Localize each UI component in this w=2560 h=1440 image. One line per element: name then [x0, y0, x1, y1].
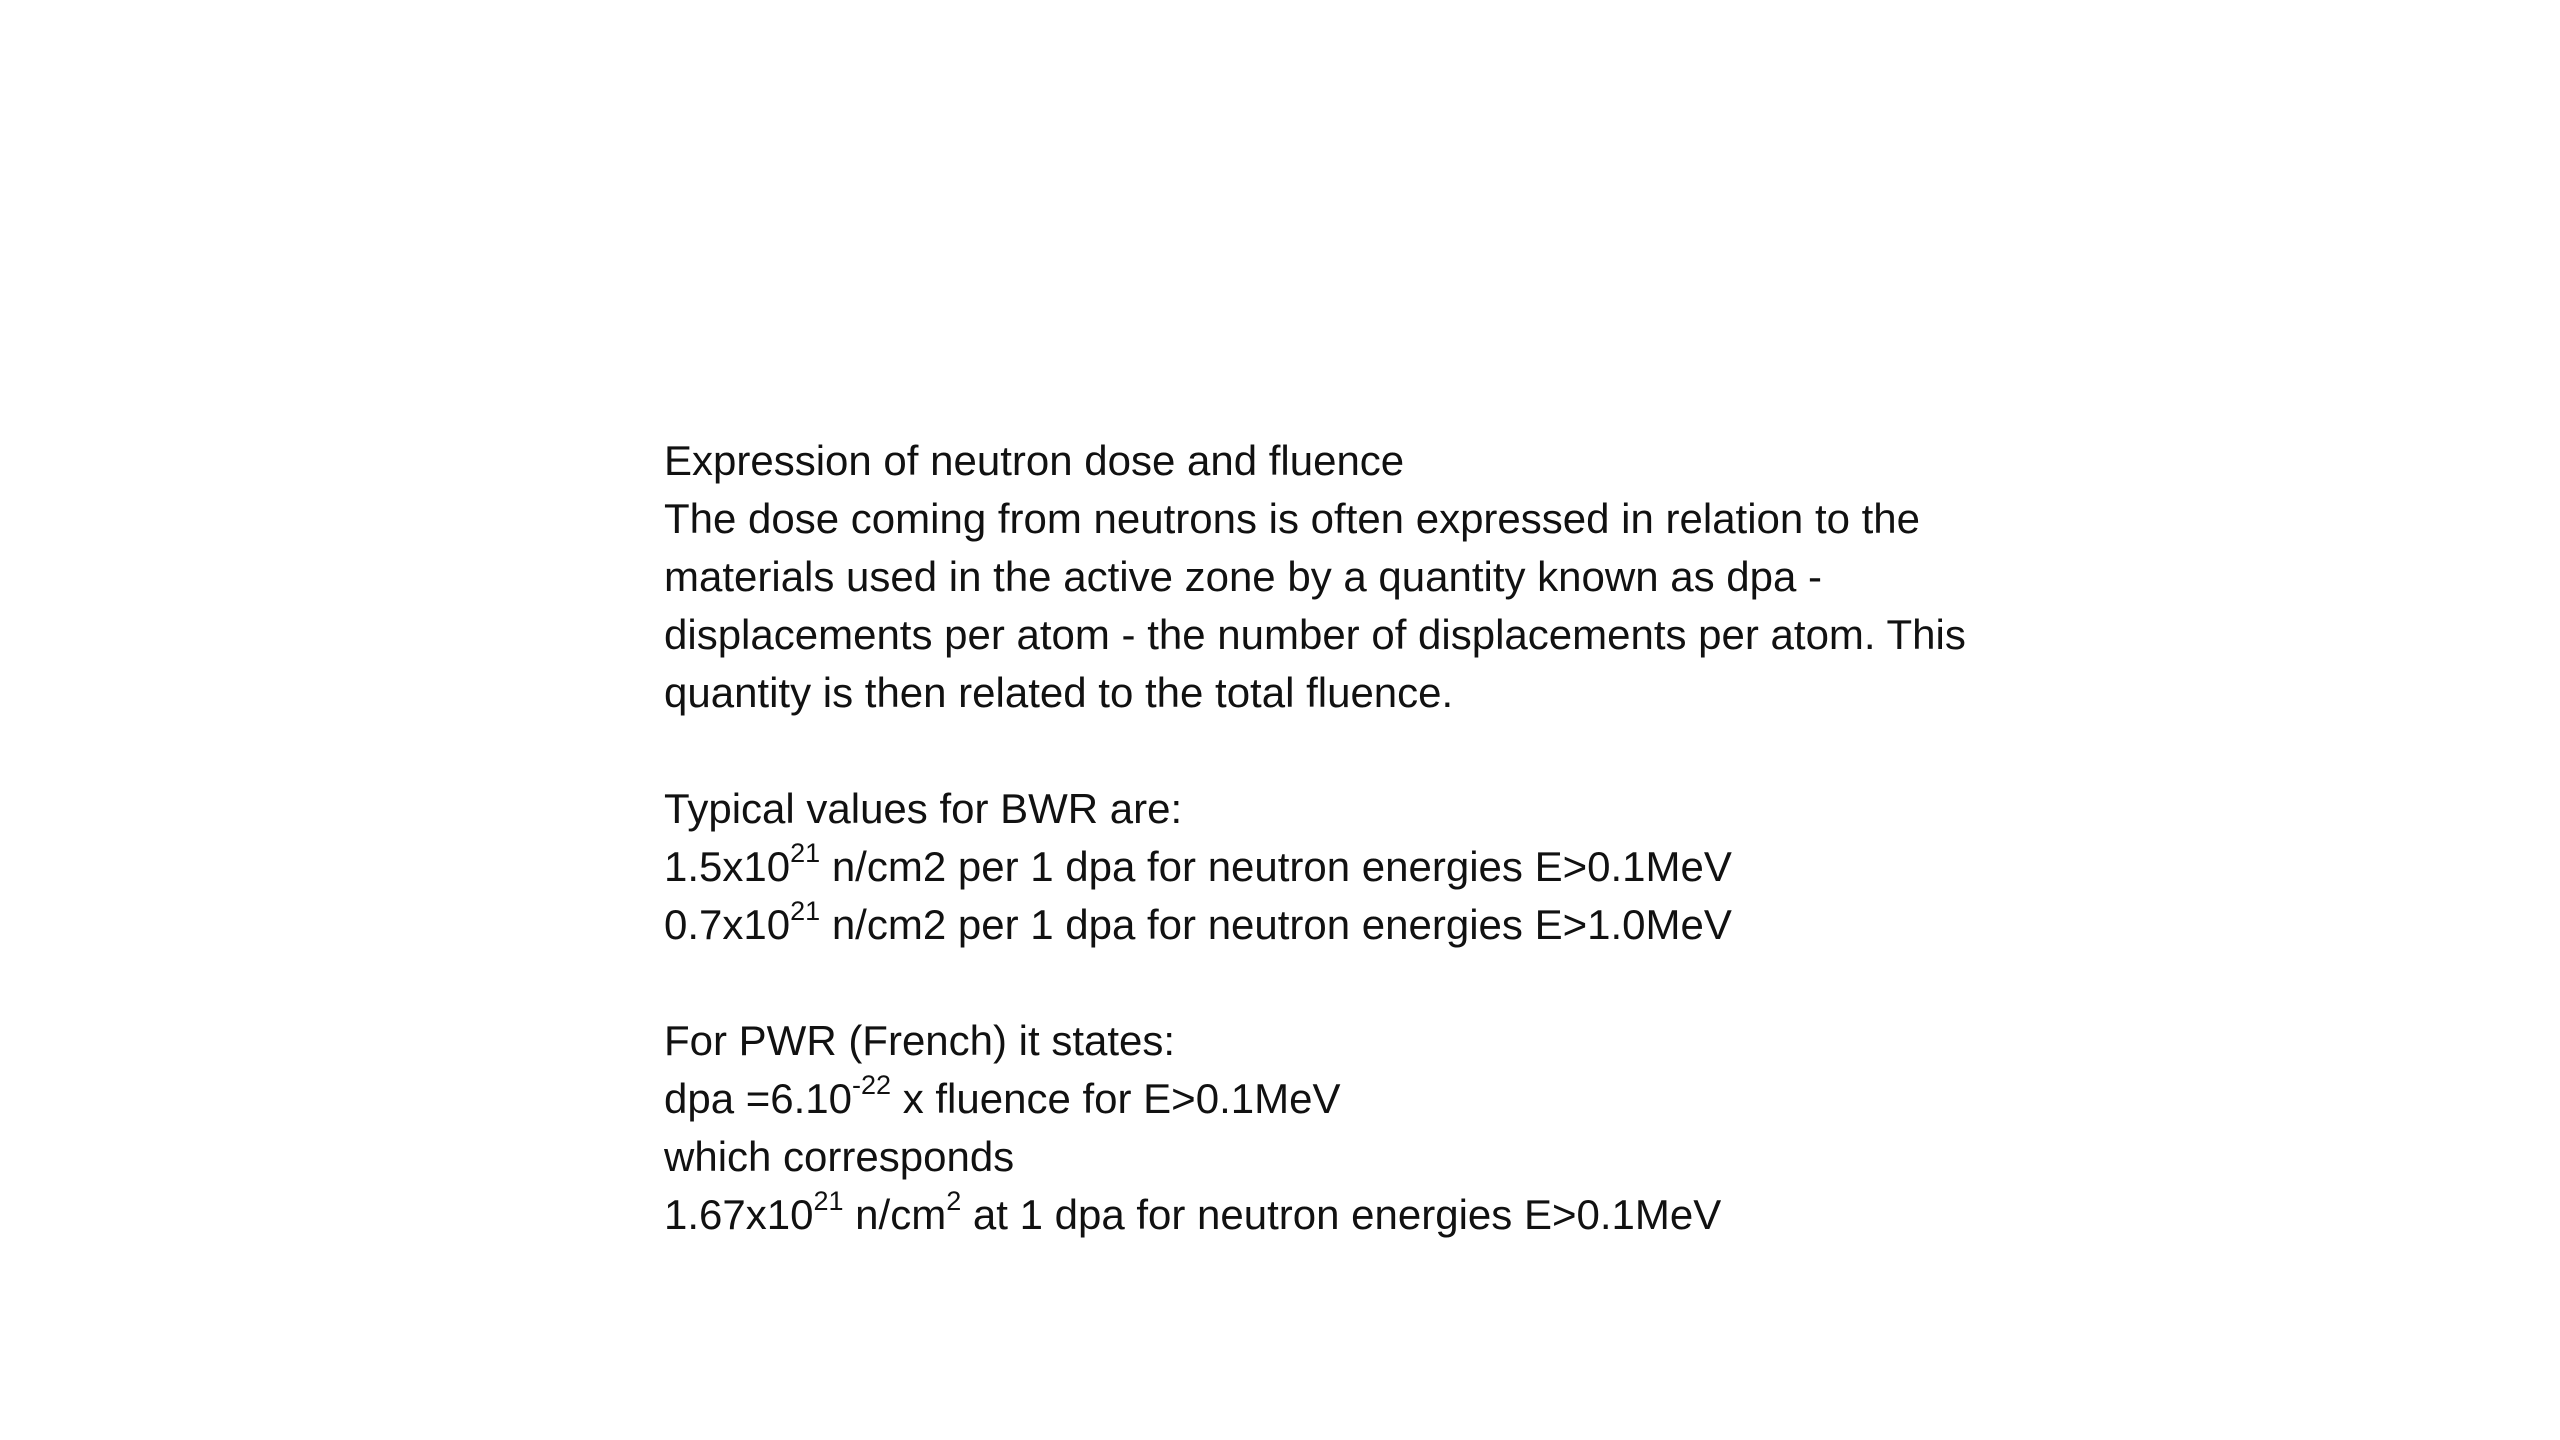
spacer — [664, 722, 2164, 780]
spacer — [664, 954, 2164, 1012]
pwr-formula-prefix: dpa =6.10 — [664, 1075, 853, 1122]
pwr-formula-exponent: -22 — [852, 1070, 892, 1100]
pwr-result-text: at 1 dpa for neutron energies E>0.1MeV — [961, 1191, 1722, 1238]
pwr-corresponds: which corresponds — [664, 1133, 1015, 1180]
paragraph-line-1: The dose coming from neutrons is often expressed in relation to the — [664, 495, 1921, 542]
bwr-row-2-coefficient: 0.7x10 — [664, 901, 791, 948]
slide-text-block — [664, 432, 2164, 1244]
pwr-result-unit-exponent: 2 — [946, 1186, 962, 1216]
pwr-heading: For PWR (French) it states: — [664, 1017, 1176, 1064]
bwr-row-2-text: n/cm2 per 1 dpa for neutron energies E>1.0MeV — [820, 901, 1732, 948]
slide-title: Expression of neutron dose and fluence — [664, 437, 1405, 484]
bwr-row-1-coefficient: 1.5x10 — [664, 843, 791, 890]
pwr-result-coefficient: 1.67x10 — [664, 1191, 814, 1238]
pwr-result-exponent: 21 — [813, 1186, 844, 1216]
pwr-formula-text: x fluence for E>0.1MeV — [891, 1075, 1341, 1122]
pwr-result — [664, 1186, 2164, 1244]
paragraph-line-3: displacements per atom - the number of displacements per atom. This — [664, 611, 1966, 658]
bwr-row-1-exponent: 21 — [790, 838, 821, 868]
bwr-heading: Typical values for BWR are: — [664, 785, 1183, 832]
paragraph-line-4: quantity is then related to the total fluence. — [664, 669, 1454, 716]
bwr-row-2-exponent: 21 — [790, 896, 821, 926]
bwr-value-row-1 — [664, 838, 2164, 896]
bwr-value-row-2 — [664, 896, 2164, 954]
bwr-row-1-text: n/cm2 per 1 dpa for neutron energies E>0.1MeV — [820, 843, 1732, 890]
pwr-result-unit: n/cm — [843, 1191, 947, 1238]
paragraph-line-2: materials used in the active zone by a quantity known as dpa - — [664, 553, 1822, 600]
pwr-formula — [664, 1070, 2164, 1128]
